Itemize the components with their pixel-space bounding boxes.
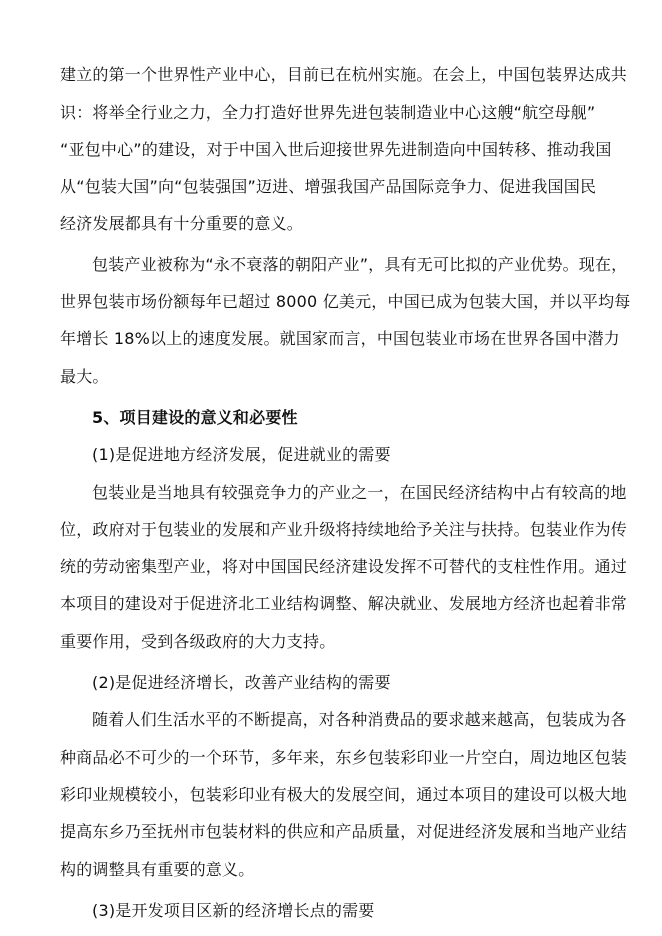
paragraph-2-line-1: 包装产业被称为“永不衰落的朝阳产业”，具有无可比拟的产业优势。现在，: [92, 255, 628, 274]
paragraph-2-line-4: 最大。: [60, 367, 109, 386]
paragraph-3-line-4: 本项目的建设对于促进济北工业结构调整、解决就业、发展地方经济也起着非常: [60, 594, 628, 613]
paragraph-1-line-5: 经济发展都具有十分重要的意义。: [60, 214, 304, 233]
paragraph-3-line-2: 位，政府对于包装业的发展和产业升级将持续地给予关注与扶持。包装业作为传: [60, 520, 628, 539]
paragraph-1-line-3: “亚包中心”的建设，对于中国入世后迎接世界先进制造向中国转移、推动我国: [60, 140, 612, 159]
subheading-2: (2)是促进经济增长，改善产业结构的需要: [92, 673, 391, 692]
paragraph-2-line-2: 世界包装市场份额每年已超过 8000 亿美元，中国已成为包装大国，并以平均每: [60, 292, 631, 311]
paragraph-3-line-5: 重要作用，受到各级政府的大力支持。: [60, 632, 336, 651]
paragraph-3-line-1: 包装业是当地具有较强竞争力的产业之一，在国民经济结构中占有较高的地: [92, 483, 627, 502]
paragraph-4-line-5: 构的调整具有重要的意义。: [60, 860, 255, 879]
paragraph-1-line-1: 建立的第一个世界性产业中心，目前已在杭州实施。在会上，中国包装界达成共: [60, 65, 628, 84]
paragraph-1-line-2: 识：将举全行业之力，全力打造好世界先进包装制造业中心这艘“航空母舰”: [60, 103, 596, 122]
paragraph-1-line-4: 从“包装大国”向“包装强国”迈进、增强我国产品国际竞争力、促进我国国民: [60, 177, 597, 196]
subheading-3: (3)是开发项目区新的经济增长点的需要: [92, 901, 375, 920]
paragraph-3-line-3: 统的劳动密集型产业，将对中国国民经济建设发挥不可替代的支柱性作用。通过: [60, 557, 628, 576]
section-heading: 5、项目建设的意义和必要性: [92, 408, 298, 427]
paragraph-4-line-4: 提高东乡乃至抚州市包装材料的供应和产品质量，对促进经济发展和当地产业结: [60, 822, 628, 841]
paragraph-4-line-1: 随着人们生活水平的不断提高，对各种消费品的要求越来越高，包装成为各: [92, 710, 627, 729]
paragraph-4-line-2: 种商品必不可少的一个环节，多年来，东乡包装彩印业一片空白，周边地区包装: [60, 748, 628, 767]
paragraph-2-line-3: 年增长 18%以上的速度发展。就国家而言，中国包装业市场在世界各国中潜力: [60, 329, 620, 348]
paragraph-4-line-3: 彩印业规模较小，包装彩印业有极大的发展空间，通过本项目的建设可以极大地: [60, 785, 628, 804]
subheading-1: (1)是促进地方经济发展，促进就业的需要: [92, 445, 391, 464]
